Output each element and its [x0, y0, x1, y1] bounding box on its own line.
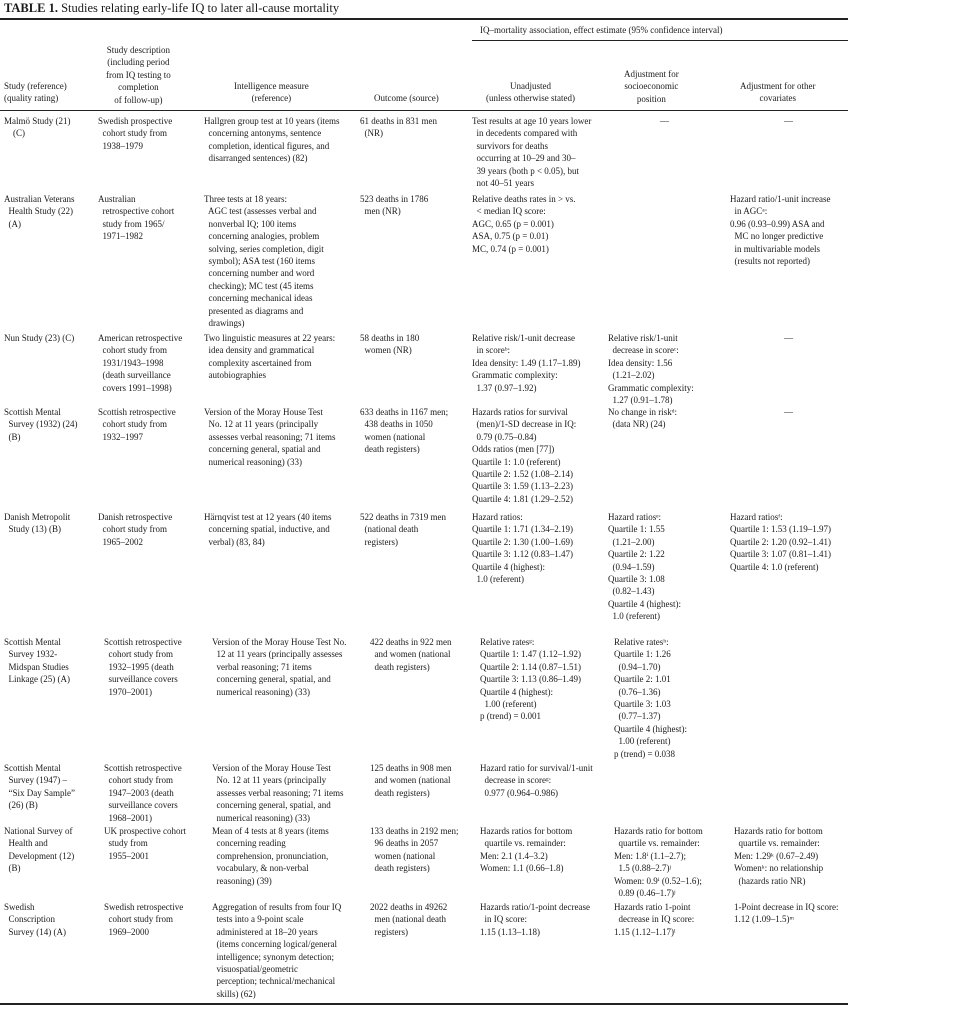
row-sms1932-measure: Version of the Moray House Test No. 12 at 11 years (principally assesses verbal reasoning; 71 items concerning general, spatial and numerical reasoning) (33) [204, 407, 336, 467]
header-description: Study description (including period from IQ testing to completion of follow-up) [106, 45, 171, 105]
header-outcome: Outcome (source) [374, 93, 439, 103]
row-midspan-description: Scottish retrospective cohort study from 1932–1995 (death surveillance covers 1970–2001) [104, 637, 182, 697]
row-nshd-description: UK prospective cohort study from 1955–2001 [104, 826, 186, 861]
row-sixday-measure: Version of the Moray House Test No. 12 at 11 years (principally assesses verbal reasoning; 71 items concerning general, spatial, and numerical reasoning) (33) [212, 763, 344, 823]
row-nun-outcome: 58 deaths in 180 women (NR) [360, 333, 420, 356]
row-danish-description: Danish retrospective cohort study from 1965–2002 [98, 512, 173, 547]
table-title [4, 1, 339, 16]
effect-estimate-group-header: IQ–mortality association, effect estimate (95% confidence interval) [480, 25, 723, 35]
table-label: TABLE 1. [4, 1, 58, 15]
row-sixday-unadjusted: Hazard ratio for survival/1-unit decrease in scoreᵍ: 0.977 (0.964–0.986) [480, 763, 593, 798]
header-rule [0, 110, 848, 111]
header-measure: Intelligence measure (reference) [234, 81, 309, 104]
row-sms1932-ses: No change in riskᵈ: (data NR) (24) [608, 407, 678, 430]
top-rule [0, 18, 848, 20]
row-swedish-measure: Aggregation of results from four IQ tests into a 9-point scale administered at 18–20 years (items concerning logical/general intelligence; synonym detection; visuospatial/geometric perception; technical/mechanical skills) (62) [212, 902, 342, 999]
row-nshd-ses: Hazards ratio for bottom quartile vs. remainder: Men: 1.8ⁱ (1.1–2.7); 1.5 (0.88–2.7)ʲ Women: 0.9ⁱ (0.52–1.6); 0.89 (0.46–1.7)ʲ [614, 826, 703, 899]
row-danish-other: Hazard ratiosᶠ: Quartile 1: 1.53 (1.19–1.97) Quartile 2: 1.20 (0.92–1.41) Quartile 3: 1.07 (0.81–1.41) Quartile 4: 1.0 (referent) [730, 512, 831, 572]
row-sms1932-study: Scottish Mental Survey (1932) (24) (B) [4, 407, 78, 442]
row-sixday-description: Scottish retrospective cohort study from 1947–2003 (death surveillance covers 1968–2001) [104, 763, 182, 823]
row-australian-study: Australian Veterans Health Study (22) (A) [4, 194, 75, 229]
row-sms1932-outcome: 633 deaths in 1167 men; 438 deaths in 1050 women (national death registers) [360, 407, 449, 455]
row-sms1932-description: Scottish retrospective cohort study from 1932–1997 [98, 407, 176, 442]
row-swedish-other: 1-Point decrease in IQ score: 1.12 (1.09–1.5)ᵐ [734, 902, 839, 925]
header-unadjusted: Unadjusted (unless otherwise stated) [486, 81, 575, 104]
row-swedish-outcome: 2022 deaths in 49262 men (national death registers) [370, 902, 448, 937]
row-nshd-outcome: 133 deaths in 2192 men; 96 deaths in 2057 women (national death registers) [370, 826, 459, 874]
row-midspan-unadjusted: Relative ratesᵍ: Quartile 1: 1.47 (1.12–1.92) Quartile 2: 1.14 (0.87–1.51) Quartile 3: 1.13 (0.86–1.49) Quartile 4 (highest): 1.00 (referent) p (trend) = 0.001 [480, 637, 581, 722]
row-midspan-measure: Version of the Moray House Test No. 12 at 11 years (principally assesses verbal reasoning; 71 items concerning general, spatial, and numerical reasoning) (33) [212, 637, 347, 697]
table-caption: Studies relating early-life IQ to later all-cause mortality [61, 1, 340, 15]
row-danish-ses: Hazard ratiosᵉ: Quartile 1: 1.55 (1.21–2.00) Quartile 2: 1.22 (0.94–1.59) Quartile 3: 1.08 (0.82–1.43) Quartile 4 (highest): 1.0 (referent) [608, 512, 681, 622]
row-malmo-measure: Hallgren group test at 10 years (items concerning antonyms, sentence completion, identical figures, and disarranged sentences) (82) [204, 116, 340, 164]
row-sms1932-unadjusted: Hazards ratios for survival (men)/1-SD decrease in IQ: 0.79 (0.75–0.84) Odds ratios (men [77]) Quartile 1: 1.0 (referent) Quartile 2: 1.52 (1.08–2.14) Quartile 3: 1.59 (1.13–2.23) Quartile 4: 1.81 (1.29–2.52) [472, 407, 577, 504]
row-swedish-description: Swedish retrospective cohort study from 1969–2000 [104, 902, 184, 937]
row-malmo-other: — [784, 116, 793, 126]
group-header-rule [472, 40, 848, 41]
bottom-rule [0, 1003, 848, 1005]
header-other: Adjustment for other covariates [740, 81, 816, 104]
row-malmo-outcome: 61 deaths in 831 men (NR) [360, 116, 437, 139]
row-swedish-study: Swedish Conscription Survey (14) (A) [4, 902, 66, 937]
row-nun-study: Nun Study (23) (C) [4, 333, 75, 343]
row-australian-outcome: 523 deaths in 1786 men (NR) [360, 194, 429, 217]
row-australian-unadjusted: Relative deaths rates in > vs. < median IQ score: AGC, 0.65 (p = 0.001) ASA, 0.75 (p = 0.01) MC, 0.74 (p = 0.001) [472, 194, 576, 254]
row-malmo-ses: — [660, 116, 669, 126]
row-nshd-other: Hazards ratio for bottom quartile vs. remainder: Men: 1.29ᵏ (0.67–2.49) Womenᵏ: no relationship (hazards ratio NR) [734, 826, 824, 886]
row-australian-description: Australian retrospective cohort study from 1965/ 1971–1982 [98, 194, 175, 242]
row-swedish-unadjusted: Hazards ratio/1-point decrease in IQ score: 1.15 (1.13–1.18) [480, 902, 590, 937]
row-swedish-ses: Hazards ratio 1-point decrease in IQ score: 1.15 (1.12–1.17)ˡ [614, 902, 695, 937]
header-ses: Adjustment for socioeconomic position [624, 69, 679, 104]
row-nshd-study: National Survey of Health and Development (12) (B) [4, 826, 75, 874]
header-study: Study (reference) (quality rating) [4, 81, 67, 104]
row-nun-unadjusted: Relative risk/1-unit decrease in scoreᵇ: Idea density: 1.49 (1.17–1.89) Grammatic complexity: 1.37 (0.97–1.92) [472, 333, 581, 393]
row-nun-ses: Relative risk/1-unit decrease in scoreᶜ: Idea density: 1.56 (1.21–2.02) Grammatic complexity: 1.27 (0.91–1.78) [608, 333, 694, 406]
row-midspan-outcome: 422 deaths in 922 men and women (national death registers) [370, 637, 452, 672]
row-midspan-ses: Relative ratesʰ: Quartile 1: 1.26 (0.94–1.70) Quartile 2: 1.01 (0.76–1.36) Quartile 3: 1.03 (0.77–1.37) Quartile 4 (highest): 1.00 (referent) p (trend) = 0.038 [614, 637, 687, 759]
row-danish-outcome: 522 deaths in 7319 men (national death registers) [360, 512, 446, 547]
row-sixday-study: Scottish Mental Survey (1947) – “Six Day Sample” (26) (B) [4, 763, 75, 811]
row-sms1932-other: — [784, 407, 793, 417]
row-australian-measure: Three tests at 18 years: AGC test (assesses verbal and nonverbal IQ; 100 items concerning analogies, problem solving, series completion, digit symbol); ASA test (160 items concerning number and word checking); MC test (45 items concerning mechanical ideas presented as diagrams and drawings) [204, 194, 324, 329]
row-nshd-unadjusted: Hazards ratios for bottom quartile vs. remainder: Men: 2.1 (1.4–3.2) Women: 1.1 (0.66–1.8) [480, 826, 573, 874]
row-nun-measure: Two linguistic measures at 22 years: idea density and grammatical complexity ascertained from autobiographies [204, 333, 336, 381]
row-danish-unadjusted: Hazard ratios: Quartile 1: 1.71 (1.34–2.19) Quartile 2: 1.30 (1.00–1.69) Quartile 3: 1.12 (0.83–1.47) Quartile 4 (highest): 1.0 (referent) [472, 512, 573, 585]
row-malmo-unadjusted: Test results at age 10 years lower in decedents compared with survivors for deaths occurring at 10–29 and 30– 39 years (both p < 0.05), but not 40–51 years [472, 116, 592, 189]
row-danish-study: Danish Metropolit Study (13) (B) [4, 512, 71, 535]
row-danish-measure: Härnqvist test at 12 years (40 items concerning spatial, inductive, and verbal) (83, 84) [204, 512, 332, 547]
row-australian-other: Hazard ratio/1-unit increase in AGCᵃ: 0.96 (0.93–0.99) ASA and MC no longer predictive in multivariable models (results not reported) [730, 194, 831, 267]
row-nun-description: American retrospective cohort study from 1931/1943–1998 (death surveillance covers 1991–1998) [98, 333, 183, 393]
row-midspan-study: Scottish Mental Survey 1932- Midspan Studies Linkage (25) (A) [4, 637, 70, 685]
row-nshd-measure: Mean of 4 tests at 8 years (items concerning reading comprehension, pronunciation, vocabulary, & non-verbal reasoning) (39) [212, 826, 329, 886]
row-nun-other: — [784, 333, 793, 343]
row-sixday-outcome: 125 deaths in 908 men and women (national death registers) [370, 763, 452, 798]
row-malmo-study: Malmö Study (21) (C) [4, 116, 71, 139]
row-malmo-description: Swedish prospective cohort study from 1938–1979 [98, 116, 173, 151]
